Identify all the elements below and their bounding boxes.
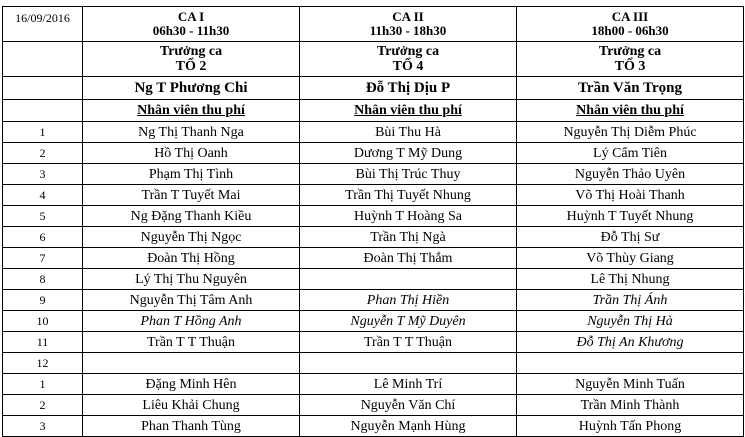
staff-name-shift-2: Huỳnh T Hoàng Sa bbox=[300, 206, 517, 227]
table-row bbox=[3, 416, 744, 437]
staff-name-shift-3: Lý Cẩm Tiên bbox=[517, 143, 744, 164]
staff-name-shift-3: Huỳnh Tấn Phong bbox=[517, 416, 744, 437]
shift-2-staff-label-cell bbox=[300, 100, 517, 122]
staff-name-shift-1: Phan T Hồng Anh bbox=[83, 311, 300, 332]
shift-2-header bbox=[300, 7, 517, 42]
shift-2-chief: Đỗ Thị Dịu P bbox=[300, 77, 517, 100]
staff-name-shift-3: Võ Thị Hoài Thanh bbox=[517, 185, 744, 206]
row-index: 4 bbox=[3, 185, 83, 206]
row-index: 8 bbox=[3, 269, 83, 290]
shift-1-team-name: TỔ 2 bbox=[175, 59, 207, 74]
staff-name-shift-3: Huỳnh T Tuyết Nhung bbox=[517, 206, 744, 227]
table-row bbox=[3, 164, 744, 185]
staff-name-shift-2: Lê Minh Trí bbox=[300, 374, 517, 395]
row-index: 3 bbox=[3, 416, 83, 437]
shift-2-name: CA II bbox=[392, 9, 424, 24]
shift-2-team bbox=[300, 42, 517, 77]
shift-1-name: CA I bbox=[177, 9, 205, 24]
shift-3-staff-label-cell bbox=[517, 100, 744, 122]
table-row bbox=[3, 311, 744, 332]
staff-name-shift-2 bbox=[300, 269, 517, 290]
staff-name-shift-1: Ng Đặng Thanh Kiều bbox=[83, 206, 300, 227]
staff-name-shift-3: Nguyễn Thảo Uyên bbox=[517, 164, 744, 185]
empty-cell bbox=[3, 100, 83, 122]
row-index: 1 bbox=[3, 122, 83, 143]
table-row bbox=[3, 269, 744, 290]
staff-name-shift-3: Nguyễn Thị Diễm Phúc bbox=[517, 122, 744, 143]
staff-name-shift-3: Trần Thị Ánh bbox=[517, 290, 744, 311]
staff-name-shift-2: Bùi Thị Trúc Thuy bbox=[300, 164, 517, 185]
row-index: 12 bbox=[3, 353, 83, 374]
shift-1-chief-label: Trưởng ca bbox=[159, 44, 223, 59]
staff-name-shift-1: Phan Thanh Tùng bbox=[83, 416, 300, 437]
staff-name-shift-1: Lý Thị Thu Nguyên bbox=[83, 269, 300, 290]
shift-3-header bbox=[517, 7, 744, 42]
row-index: 6 bbox=[3, 227, 83, 248]
shift-1-staff-label: Nhân viên thu phí bbox=[137, 103, 245, 118]
staff-name-shift-1: Đoàn Thị Hồng bbox=[83, 248, 300, 269]
row-index: 1 bbox=[3, 374, 83, 395]
row-index: 2 bbox=[3, 143, 83, 164]
row-index: 9 bbox=[3, 290, 83, 311]
shift-3-staff-label: Nhân viên thu phí bbox=[576, 103, 684, 118]
table-row bbox=[3, 290, 744, 311]
row-index: 11 bbox=[3, 332, 83, 353]
staff-name-shift-2: Trần Thị Ngà bbox=[300, 227, 517, 248]
staff-name-shift-1 bbox=[83, 353, 300, 374]
row-index: 5 bbox=[3, 206, 83, 227]
shift-3-team bbox=[517, 42, 744, 77]
staff-name-shift-3 bbox=[517, 353, 744, 374]
shift-2-team-name: TỔ 4 bbox=[392, 59, 424, 74]
table-row bbox=[3, 374, 744, 395]
row-index: 10 bbox=[3, 311, 83, 332]
staff-name-shift-1: Trần T T Thuận bbox=[83, 332, 300, 353]
staff-name-shift-2: Đoàn Thị Thắm bbox=[300, 248, 517, 269]
staff-name-shift-2: Nguyễn Văn Chí bbox=[300, 395, 517, 416]
staff-name-shift-1: Trần T Tuyết Mai bbox=[83, 185, 300, 206]
staff-name-shift-2: Trần Thị Tuyết Nhung bbox=[300, 185, 517, 206]
shift-2-time: 11h30 - 18h30 bbox=[369, 23, 447, 38]
table-row bbox=[3, 122, 744, 143]
table-row bbox=[3, 332, 744, 353]
shift-3-time: 18h00 - 06h30 bbox=[591, 23, 669, 38]
staff-name-shift-1: Hồ Thị Oanh bbox=[83, 143, 300, 164]
staff-name-shift-1: Liêu Khải Chung bbox=[83, 395, 300, 416]
date-cell: 16/09/2016 bbox=[3, 7, 83, 42]
staff-name-shift-3: Lê Thị Nhung bbox=[517, 269, 744, 290]
staff-name-shift-1: Phạm Thị Tình bbox=[83, 164, 300, 185]
staff-name-shift-3: Nguyễn Thị Hà bbox=[517, 311, 744, 332]
staff-name-shift-1: Ng Thị Thanh Nga bbox=[83, 122, 300, 143]
table-row bbox=[3, 185, 744, 206]
empty-cell bbox=[3, 77, 83, 100]
staff-name-shift-2: Trần T T Thuận bbox=[300, 332, 517, 353]
chief-label-row bbox=[3, 42, 744, 77]
empty-cell bbox=[3, 42, 83, 77]
staff-label-row bbox=[3, 100, 744, 122]
shift-1-time: 06h30 - 11h30 bbox=[152, 23, 230, 38]
shift-2-chief-label: Trưởng ca bbox=[376, 44, 440, 59]
staff-name-shift-2: Bùi Thu Hà bbox=[300, 122, 517, 143]
shift-header-row bbox=[3, 7, 744, 42]
shift-2-staff-label: Nhân viên thu phí bbox=[354, 103, 462, 118]
shift-schedule-table bbox=[2, 6, 744, 437]
row-index: 2 bbox=[3, 395, 83, 416]
table-row bbox=[3, 143, 744, 164]
staff-name-shift-2: Nguyễn Mạnh Hùng bbox=[300, 416, 517, 437]
shift-3-chief: Trần Văn Trọng bbox=[517, 77, 744, 100]
row-index: 7 bbox=[3, 248, 83, 269]
shift-1-header bbox=[83, 7, 300, 42]
table-row bbox=[3, 395, 744, 416]
staff-name-shift-2: Phan Thị Hiền bbox=[300, 290, 517, 311]
staff-name-shift-2 bbox=[300, 353, 517, 374]
staff-name-shift-3: Đỗ Thị An Khương bbox=[517, 332, 744, 353]
shift-1-team bbox=[83, 42, 300, 77]
staff-name-shift-2: Nguyễn T Mỹ Duyên bbox=[300, 311, 517, 332]
table-row bbox=[3, 353, 744, 374]
staff-name-shift-3: Trần Minh Thành bbox=[517, 395, 744, 416]
shift-3-chief-label: Trưởng ca bbox=[598, 44, 662, 59]
staff-name-shift-2: Dương T Mỹ Dung bbox=[300, 143, 517, 164]
table-row bbox=[3, 227, 744, 248]
table-row bbox=[3, 248, 744, 269]
shift-1-staff-label-cell bbox=[83, 100, 300, 122]
row-index: 3 bbox=[3, 164, 83, 185]
staff-name-shift-3: Võ Thùy Giang bbox=[517, 248, 744, 269]
table-row bbox=[3, 206, 744, 227]
staff-name-shift-1: Nguyễn Thị Ngọc bbox=[83, 227, 300, 248]
chief-name-row bbox=[3, 77, 744, 100]
staff-name-shift-1: Đặng Minh Hên bbox=[83, 374, 300, 395]
shift-3-team-name: TỔ 3 bbox=[614, 59, 646, 74]
staff-name-shift-3: Nguyễn Minh Tuấn bbox=[517, 374, 744, 395]
shift-3-name: CA III bbox=[611, 9, 649, 24]
staff-name-shift-3: Đỗ Thị Sư bbox=[517, 227, 744, 248]
shift-1-chief: Ng T Phương Chi bbox=[83, 77, 300, 100]
staff-name-shift-1: Nguyễn Thị Tâm Anh bbox=[83, 290, 300, 311]
